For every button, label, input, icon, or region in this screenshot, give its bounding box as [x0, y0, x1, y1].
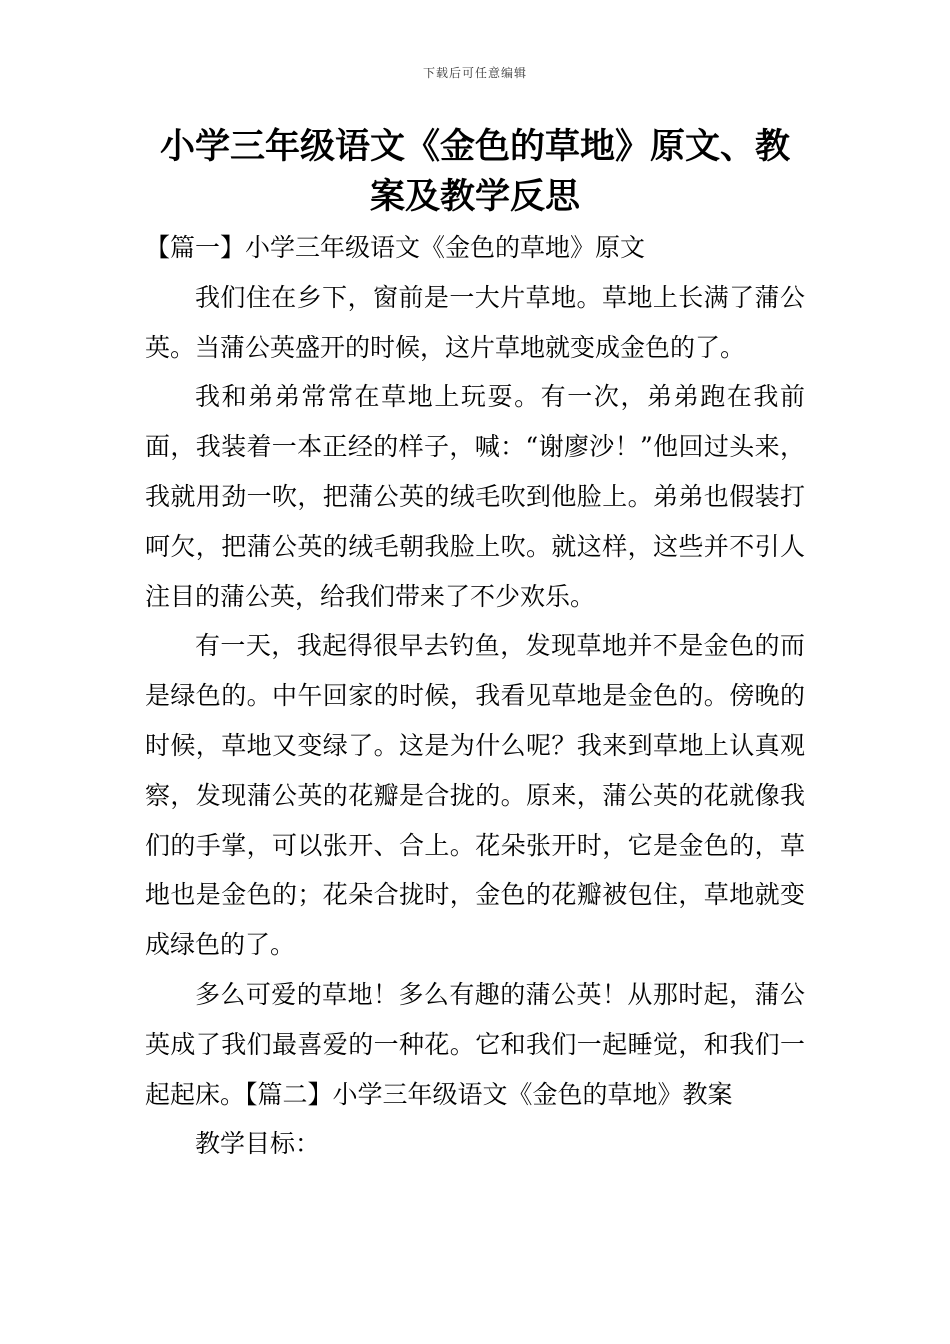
- paragraph-4: 多么可爱的草地！多么有趣的蒲公英！从那时起，蒲公英成了我们最喜爱的一种花。它和我们一起睡觉，和我们一起起床。【篇二】小学三年级语文《金色的草地》教案: [145, 979, 805, 1109]
- document-title: 小学三年级语文《金色的草地》原文、教案及教学反思: [159, 127, 790, 217]
- section-one-heading: 【篇一】小学三年级语文《金色的草地》原文: [145, 233, 646, 262]
- header-note: 下载后可任意编辑: [422, 66, 527, 80]
- paragraph-2: 我和弟弟常常在草地上玩耍。有一次，弟弟跑在我前面，我装着一本正经的样子，喊：“谢廖沙！”他回过头来，我就用劲一吹，把蒲公英的绒毛吹到他脸上。弟弟也假装打呵欠，把蒲公英的绒毛朝我脸上吹。就这样，这些并不引人注目的蒲公英，给我们带来了不少欢乐。: [145, 382, 805, 611]
- paragraph-3: 有一天，我起得很早去钓鱼，发现草地并不是金色的而是绿色的。中午回家的时候，我看见草地是金色的。傍晚的时候，草地又变绿了。这是为什么呢？我来到草地上认真观察，发现蒲公英的花瓣是合拢的。原来，蒲公英的花就像我们的手掌，可以张开、合上。花朵张开时，它是金色的，草地也是金色的；花朵合拢时，金色的花瓣被包住，草地就变成绿色的了。: [145, 631, 805, 960]
- teaching-goals-heading: 教学目标：: [195, 1129, 321, 1159]
- paragraph-1: 我们住在乡下，窗前是一大片草地。草地上长满了蒲公英。当蒲公英盛开的时候，这片草地就变成金色的了。: [145, 282, 805, 362]
- document-body: [145, 223, 805, 1169]
